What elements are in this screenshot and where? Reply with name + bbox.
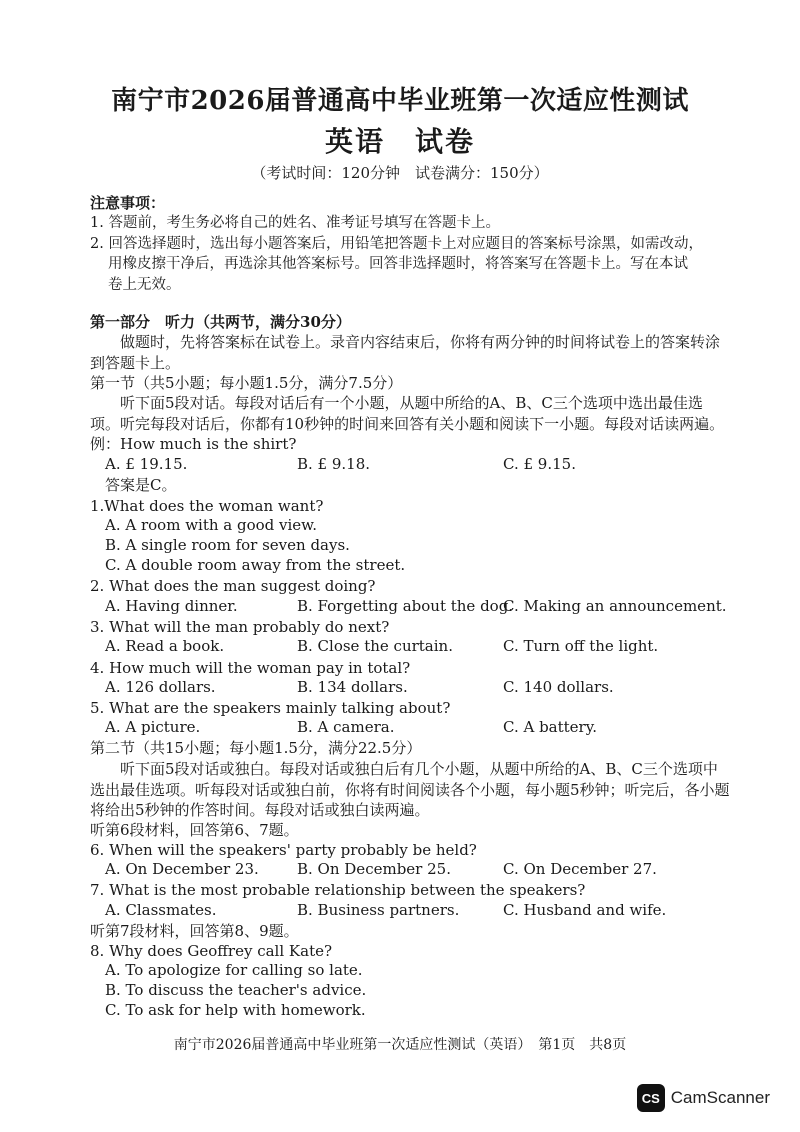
option-c: C. On December 27. — [503, 860, 657, 878]
note-item: 1. 答题前，考生务必将自己的姓名、准考证号填写在答题卡上。 — [90, 215, 500, 231]
exam-subtitle — [0, 120, 800, 160]
option-c: C. 140 dollars. — [503, 678, 614, 696]
question-2: 2. What does the man suggest doing? — [90, 577, 376, 595]
section1-instructions: 听下面5段对话。每段对话后有一个小题，从题中所给的A、B、C三个选项中选出最佳选项。听完每段对话后，你都有10秒钟的时间来回答有关小题和阅读下一小题。每段对话读两遍。 — [90, 394, 725, 433]
example-options — [90, 455, 730, 475]
q2-options — [90, 597, 730, 617]
option-c: C. Making an announcement. — [503, 597, 727, 615]
part1-heading: 第一部分 听力（共两节，满分30分） — [90, 313, 351, 331]
q3-options — [90, 637, 730, 657]
camscanner-watermark — [637, 1084, 770, 1112]
option-a: A. £ 19.15. — [105, 455, 188, 473]
option-a: A. Having dinner. — [105, 597, 238, 615]
option-c: C. Husband and wife. — [503, 901, 667, 919]
subject-label: 英语 — [324, 125, 385, 158]
question-5: 5. What are the speakers mainly talking about? — [90, 699, 451, 717]
q8-option-a: A. To apologize for calling so late. — [105, 961, 363, 979]
option-b: B. Close the curtain. — [297, 637, 453, 655]
option-b: B. 134 dollars. — [297, 678, 408, 696]
camscanner-logo-icon: CS — [637, 1084, 665, 1112]
option-a: A. 126 dollars. — [105, 678, 216, 696]
option-c: C. Turn off the light. — [503, 637, 659, 655]
example-answer: 答案是C。 — [105, 476, 177, 494]
question-6: 6. When will the speakers' party probably be held? — [90, 841, 477, 859]
question-4: 4. How much will the woman pay in total? — [90, 659, 411, 677]
notes-heading: 注意事项： — [90, 194, 166, 212]
option-a: A. Read a book. — [105, 637, 225, 655]
page-footer: 南宁市2026届普通高中毕业班第一次适应性测试（英语） 第1页 共8页 — [173, 1037, 627, 1053]
section2-instructions: 听下面5段对话或独白。每段对话或独白后有几个小题，从题中所给的A、B、C三个选项中选出最佳选项。听每段对话或独白前，你将有时间阅读各个小题，每小题5秒钟；听完后，各小题将给出5秒钟的作答时间。每段对话或独白读两遍。 — [90, 760, 730, 819]
question-3: 3. What will the man probably do next? — [90, 618, 390, 636]
q5-options — [90, 718, 730, 738]
note-item: 卷上无效。 — [108, 276, 181, 293]
section1-heading: 第一节（共5小题；每小题1.5分，满分7.5分） — [90, 374, 403, 392]
q1-option-c: C. A double room away from the street. — [105, 556, 406, 574]
option-a: A. A picture. — [105, 718, 201, 736]
paper-label: 试卷 — [415, 125, 476, 158]
notes-list — [90, 213, 730, 295]
option-b: B. Business partners. — [297, 901, 460, 919]
question-7: 7. What is the most probable relationship between the speakers? — [90, 881, 586, 899]
q4-options — [90, 678, 730, 698]
question-1: 1.What does the woman want? — [90, 497, 324, 515]
option-b: B. £ 9.18. — [297, 455, 371, 473]
exam-title: 南宁市2026届普通高中毕业班第一次适应性测试 — [111, 86, 689, 116]
camscanner-name: CamScanner — [670, 1088, 770, 1107]
question-8: 8. Why does Geoffrey call Kate? — [90, 942, 333, 960]
option-a: A. On December 23. — [105, 860, 259, 878]
q1-option-a: A. A room with a good view. — [105, 516, 318, 534]
section2-heading: 第二节（共15小题；每小题1.5分，满分22.5分） — [90, 739, 422, 757]
exam-meta: （考试时间：120分钟 试卷满分：150分） — [251, 164, 549, 182]
q7-options — [90, 901, 730, 921]
option-c: C. A battery. — [503, 718, 597, 736]
option-b: B. Forgetting about the dog. — [297, 597, 514, 615]
option-a: A. Classmates. — [105, 901, 217, 919]
option-b: B. A camera. — [297, 718, 395, 736]
note-item: 2. 回答选择题时，选出每小题答案后，用铅笔把答题卡上对应题目的答案标号涂黑，如需改动， — [90, 235, 703, 252]
material-7-heading: 听第7段材料，回答第8、9题。 — [90, 922, 299, 940]
option-b: B. On December 25. — [297, 860, 451, 878]
q8-option-c: C. To ask for help with homework. — [105, 1001, 366, 1019]
q6-options — [90, 860, 730, 880]
note-item: 用橡皮擦干净后，再选涂其他答案标号。回答非选择题时，将答案写在答题卡上。写在本试 — [108, 256, 688, 272]
part1-intro: 做题时，先将答案标在试卷上。录音内容结束后，你将有两分钟的时间将试卷上的答案转涂到答题卡上。 — [90, 333, 721, 372]
option-c: C. £ 9.15. — [503, 455, 576, 473]
q1-option-b: B. A single room for seven days. — [105, 536, 350, 554]
q8-option-b: B. To discuss the teacher's advice. — [105, 981, 367, 999]
example-question: 例：How much is the shirt? — [90, 435, 297, 453]
material-6-heading: 听第6段材料，回答第6、7题。 — [90, 821, 299, 839]
